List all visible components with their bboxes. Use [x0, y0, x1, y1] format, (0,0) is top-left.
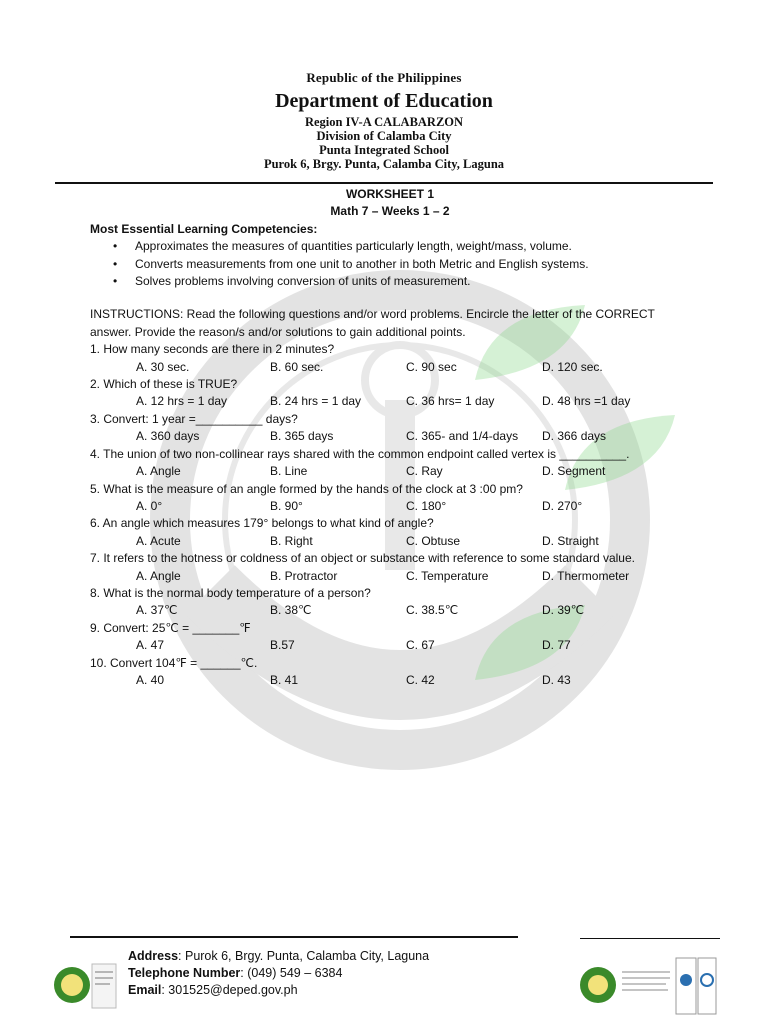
- choice-c[interactable]: C. Ray: [406, 464, 443, 479]
- choice-c[interactable]: C. 180°: [406, 498, 447, 513]
- footer-address: Address: Purok 6, Brgy. Punta, Calamba City, Laguna: [128, 949, 430, 963]
- footer-contact: [128, 948, 429, 999]
- question-text: 2. Which of these is TRUE?: [90, 377, 238, 392]
- question-item: [90, 550, 690, 585]
- choice-a[interactable]: A. 12 hrs = 1 day: [136, 394, 228, 409]
- choice-row: [90, 393, 690, 410]
- choice-a[interactable]: A. Acute: [136, 533, 181, 548]
- question-text: 8. What is the normal body temperature of a person?: [90, 585, 371, 600]
- worksheet-title: WORKSHEET 1: [345, 187, 434, 201]
- question-item: [90, 481, 690, 516]
- choice-d[interactable]: D. 39℃: [542, 603, 585, 618]
- competencies-label: Most Essential Learning Competencies:: [90, 221, 318, 236]
- choice-d[interactable]: D. 48 hrs =1 day: [542, 394, 631, 409]
- choice-row: [90, 463, 690, 480]
- choice-c[interactable]: C. 36 hrs= 1 day: [406, 394, 495, 409]
- choice-b[interactable]: B. 38℃: [270, 603, 312, 618]
- choice-row: [90, 428, 690, 445]
- competency-item: • Approximates the measures of quantities particularly length, weight/mass, volume.: [135, 238, 690, 255]
- question-item: [90, 655, 690, 690]
- choice-a[interactable]: A. 30 sec.: [136, 359, 190, 374]
- footer-divider: [70, 936, 518, 938]
- choice-c[interactable]: C. 42: [406, 672, 435, 687]
- department-title: Department of Education: [275, 90, 493, 112]
- question-text: 5. What is the measure of an angle formed by the hands of the clock at 3 :00 pm?: [90, 481, 523, 496]
- choice-row: [90, 359, 690, 376]
- choice-b[interactable]: B. Protractor: [270, 568, 338, 583]
- choice-a[interactable]: A. 0°: [136, 498, 163, 513]
- choice-d[interactable]: D. Straight: [542, 533, 599, 548]
- footer-email: Email: 301525@deped.gov.ph: [128, 983, 298, 997]
- question-text: 1. How many seconds are there in 2 minutes?: [90, 342, 335, 357]
- choice-c[interactable]: C. 365- and 1/4-days: [406, 429, 519, 444]
- choice-c[interactable]: C. 90 sec: [406, 359, 457, 374]
- choice-row: [90, 637, 690, 654]
- question-item: [90, 446, 690, 481]
- choice-row: [90, 672, 690, 689]
- choice-a[interactable]: A. Angle: [136, 568, 181, 583]
- choice-c[interactable]: C. Obtuse: [406, 533, 461, 548]
- choice-b[interactable]: B. Right: [270, 533, 313, 548]
- choice-b[interactable]: B.57: [270, 638, 295, 653]
- question-text: 6. An angle which measures 179° belongs to what kind of angle?: [90, 516, 434, 531]
- choice-d[interactable]: D. 43: [542, 672, 571, 687]
- question-item: [90, 341, 690, 376]
- choice-a[interactable]: A. 37℃: [136, 603, 178, 618]
- bullet-icon: •: [113, 256, 118, 271]
- republic-line: Republic of the Philippines: [306, 70, 462, 85]
- choice-c[interactable]: C. 38.5℃: [406, 603, 459, 618]
- question-text: 4. The union of two non-collinear rays shared with the common endpoint called vertex is __________.: [90, 446, 630, 461]
- header-divider: [55, 182, 713, 184]
- question-item: [90, 515, 690, 550]
- choice-d[interactable]: D. Segment: [542, 464, 606, 479]
- choice-b[interactable]: B. Line: [270, 464, 308, 479]
- choice-row: [90, 533, 690, 550]
- choice-c[interactable]: C. 67: [406, 638, 435, 653]
- choice-b[interactable]: B. 24 hrs = 1 day: [270, 394, 362, 409]
- choice-a[interactable]: A. 40: [136, 672, 165, 687]
- footer-logos-icon: [578, 950, 718, 1020]
- choice-a[interactable]: A. 360 days: [136, 429, 200, 444]
- competencies-list: [90, 238, 690, 290]
- question-text: 3. Convert: 1 year =__________ days?: [90, 411, 298, 426]
- school-seal-icon: [52, 952, 118, 1018]
- question-text: 10. Convert 104℉ = ______℃.: [90, 655, 258, 670]
- question-list: [90, 341, 690, 689]
- region-line: Region IV-A CALABARZON: [304, 115, 464, 129]
- instructions: INSTRUCTIONS: Read the following questions and/or word problems. Encircle the letter of the CORRECT answer. Provide the reason/s and/or solutions to gain additional points.: [90, 307, 655, 339]
- choice-d[interactable]: D. 120 sec.: [542, 359, 603, 374]
- choice-d[interactable]: D. Thermometer: [542, 568, 630, 583]
- bullet-icon: •: [113, 239, 118, 254]
- competency-item: • Converts measurements from one unit to another in both Metric and English systems.: [135, 256, 690, 273]
- choice-b[interactable]: B. 365 days: [270, 429, 334, 444]
- school-address-line: Purok 6, Brgy. Punta, Calamba City, Laguna: [263, 157, 505, 171]
- choice-c[interactable]: C. Temperature: [406, 568, 489, 583]
- question-item: [90, 620, 690, 655]
- division-line: Division of Calamba City: [316, 129, 452, 143]
- choice-b[interactable]: B. 60 sec.: [270, 359, 324, 374]
- choice-d[interactable]: D. 77: [542, 638, 571, 653]
- competency-item: • Solves problems involving conversion of units of measurement.: [135, 273, 690, 290]
- worksheet-subtitle: Math 7 – Weeks 1 – 2: [330, 204, 450, 219]
- question-text: 9. Convert: 25℃ = _______℉: [90, 620, 251, 635]
- choice-b[interactable]: B. 41: [270, 672, 299, 687]
- footer-divider-right: [580, 938, 720, 939]
- question-item: [90, 376, 690, 411]
- letterhead: [0, 70, 768, 171]
- question-text: 7. It refers to the hotness or coldness of an object or substance with reference to some standard value.: [90, 551, 635, 566]
- choice-a[interactable]: A. 47: [136, 638, 165, 653]
- choice-b[interactable]: B. 90°: [270, 498, 303, 513]
- bullet-icon: •: [113, 274, 118, 289]
- footer-telephone: Telephone Number: (049) 549 – 6384: [128, 966, 343, 980]
- choice-a[interactable]: A. Angle: [136, 464, 181, 479]
- choice-row: [90, 602, 690, 619]
- question-item: [90, 585, 690, 620]
- choice-d[interactable]: D. 366 days: [542, 429, 607, 444]
- choice-row: [90, 498, 690, 515]
- choice-row: [90, 568, 690, 585]
- worksheet-body: [90, 186, 690, 689]
- question-item: [90, 411, 690, 446]
- choice-d[interactable]: D. 270°: [542, 498, 583, 513]
- school-line: Punta Integrated School: [319, 143, 449, 157]
